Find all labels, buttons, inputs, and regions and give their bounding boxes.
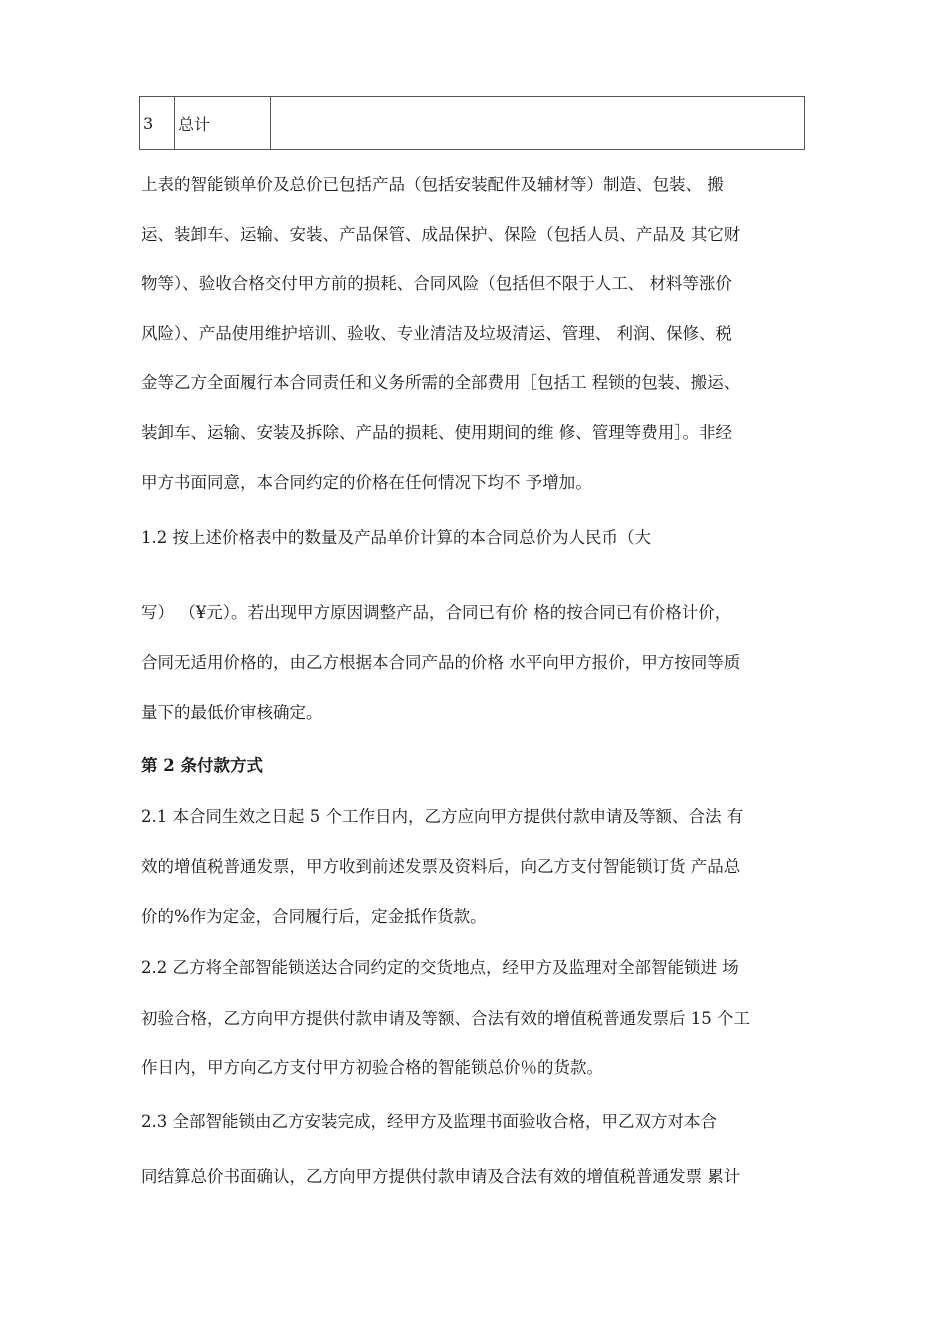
paragraph-line: 写） （¥元）。若出现甲方原因调整产品，合同已有价 格的按合同已有价格计价， bbox=[141, 603, 732, 622]
paragraph-line: 同结算总价书面确认，乙方向甲方提供付款申请及合法有效的增值税普通发票 累计 bbox=[141, 1167, 741, 1186]
paragraph-line: 合同无适用价格的，由乙方根据本合同产品的价格 水平向甲方报价，甲方按同等质 bbox=[141, 653, 741, 672]
paragraph-line: 上表的智能锁单价及总价已包括产品（包括安装配件及辅材等）制造、包装、 搬 bbox=[141, 175, 724, 194]
paragraph-line: 作日内，甲方向乙方支付甲方初验合格的智能锁总价％的货款。 bbox=[141, 1058, 603, 1077]
total-price-table bbox=[139, 96, 805, 150]
paragraph-line: 价的%作为定金，合同履行后，定金抵作货款。 bbox=[141, 907, 487, 926]
row-label-cell: 总计 bbox=[175, 97, 271, 150]
row-index-cell: 3 bbox=[140, 97, 175, 150]
paragraph-line: 金等乙方全面履行本合同责任和义务所需的全部费用［包括工 程锁的包装、搬运、 bbox=[141, 373, 741, 392]
clause-2-1-line: 2.1 本合同生效之日起 5 个工作日内，乙方应向甲方提供付款申请及等额、合法 有 bbox=[141, 807, 744, 826]
paragraph-line: 运、装卸车、运输、安装、产品保管、成品保护、保险（包括人员、产品及 其它财 bbox=[141, 225, 741, 244]
paragraph-line: 风险）、产品使用维护培训、验收、专业清洁及垃圾清运、管理、 利润、保修、税 bbox=[141, 324, 732, 343]
paragraph-line: 初验合格，乙方向甲方提供付款申请及等额、合法有效的增值税普通发票后 15 个工 bbox=[141, 1009, 750, 1028]
row-value-cell bbox=[271, 97, 805, 150]
table-row bbox=[140, 97, 805, 150]
paragraph-line: 甲方书面同意，本合同约定的价格在任何情况下均不 予增加。 bbox=[141, 473, 592, 492]
paragraph-line: 量下的最低价审核确定。 bbox=[141, 703, 323, 722]
clause-2-2-line: 2.2 乙方将全部智能锁送达合同约定的交货地点，经甲方及监理对全部智能锁进 场 bbox=[141, 958, 739, 977]
section-heading: 第 2 条付款方式 bbox=[141, 756, 263, 775]
clause-2-3-line: 2.3 全部智能锁由乙方安装完成，经甲方及监理书面验收合格，甲乙双方对本合 bbox=[141, 1112, 717, 1131]
paragraph-line: 物等）、验收合格交付甲方前的损耗、合同风险（包括但不限于人工、 材料等涨价 bbox=[141, 274, 732, 293]
clause-1-2-line: 1.2 按上述价格表中的数量及产品单价计算的本合同总价为人民币（大 bbox=[141, 528, 651, 547]
paragraph-line: 效的增值税普通发票，甲方收到前述发票及资料后，向乙方支付智能锁订货 产品总 bbox=[141, 857, 741, 876]
paragraph-line: 装卸车、运输、安装及拆除、产品的损耗、使用期间的维 修、管理等费用］。非经 bbox=[141, 423, 732, 442]
